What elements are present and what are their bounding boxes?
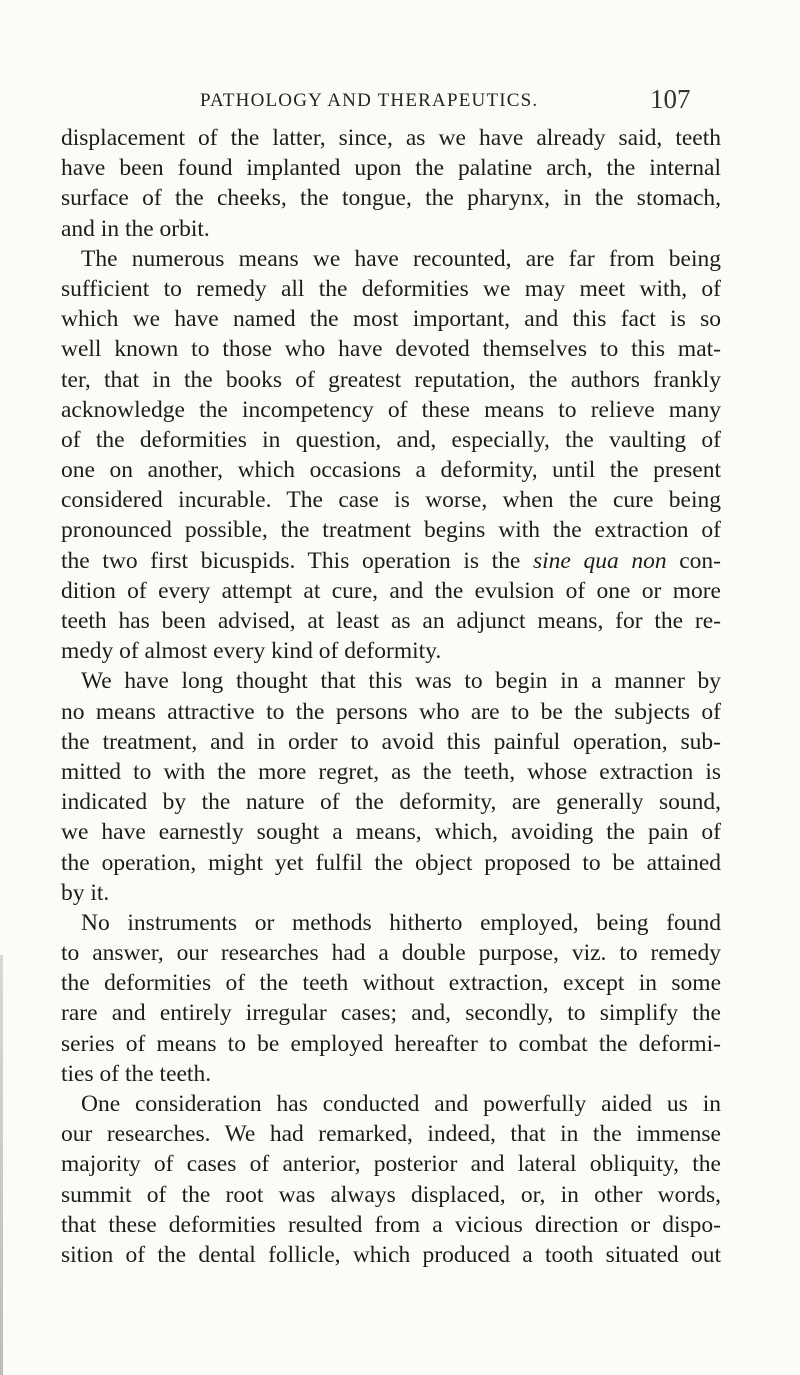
text-line: the deformities of the teeth without extraction, except in some [61,970,721,997]
text-line: of the deformities in question, and, especially, the vaulting of [61,426,721,453]
text-line: series of means to be employed hereafter to combat the deformi- [61,1030,721,1057]
text-line: rare and entirely irregular cases; and, secondly, to simplify the [61,1000,721,1027]
text-line: the two first bicuspids. This operation is the sine qua non con- [61,547,722,574]
text-line: our researches. We had remarked, indeed, that in the immense [61,1121,721,1148]
text-line: by it. [61,879,110,906]
text-line: sition of the dental follicle, which produced a tooth situated out [61,1241,721,1268]
text-line: teeth has been advised, at least as an adjunct means, for the re- [61,608,721,634]
text-line: dition of every attempt at cure, and the evulsion of one or more [61,577,721,604]
text-line: ties of the teeth. [61,1060,212,1087]
text-line: displacement of the latter, since, as we have already said, teeth [61,125,721,151]
body-text [61,123,721,1270]
text-line: surface of the cheeks, the tongue, the pharynx, in the stomach, [61,185,721,212]
text-line: sufficient to remedy all the deformities we may meet with, of [61,275,721,302]
text-line: that these deformities resulted from a vicious direction or dispo- [61,1211,721,1238]
text-line: one on another, which occasions a deformity, until the present [61,457,721,484]
text-line: and in the orbit. [61,215,210,242]
text-line: ter, that in the books of greatest reputation, the authors frankly [61,366,721,393]
text-line: well known to those who have devoted themselves to this mat- [61,336,721,363]
page-number: 107 [650,84,691,114]
text-line: summit of the root was always displaced, or, in other words, [61,1181,721,1208]
text-line: acknowledge the incompetency of these means to relieve many [61,396,721,423]
text-line: considered incurable. The case is worse, when the cure being [61,487,721,514]
running-head [0,84,800,116]
text-line: medy of almost every kind of deformity. [61,638,442,665]
text-line: which we have named the most important, and this fact is so [61,306,721,333]
text-line: majority of cases of anterior, posterior and lateral obliquity, the [61,1151,721,1178]
text-line: the treatment, and in order to avoid this painful operation, sub- [61,728,721,755]
text-line: the operation, might yet fulfil the object proposed to be attained [61,849,721,876]
text-line: pronounced possible, the treatment begins with the extraction of [61,517,721,544]
text-line: One consideration has conducted and powerfully aided us in [81,1091,721,1117]
text-line: The numerous means we have recounted, are far from being [81,245,721,272]
text-line: indicated by the nature of the deformity, are generally sound, [61,789,721,816]
latin-phrase: sine qua non [533,547,667,574]
text-line: we have earnestly sought a means, which, avoiding the pain of [61,819,721,846]
text-line: no means attractive to the persons who are to be the subjects of [61,698,721,725]
text-line: have been found implanted upon the palatine arch, the internal [61,155,721,182]
text-line: mitted to with the more regret, as the teeth, whose extraction is [61,758,721,785]
text-line: No instruments or methods hitherto employed, being found [81,909,721,936]
page-edge-shadow [0,955,3,1375]
running-head-title: PATHOLOGY AND THERAPEUTICS. [200,90,539,111]
text-line: We have long thought that this was to begin in a manner by [81,668,721,695]
text-line: to answer, our researches had a double purpose, viz. to remedy [61,940,721,967]
